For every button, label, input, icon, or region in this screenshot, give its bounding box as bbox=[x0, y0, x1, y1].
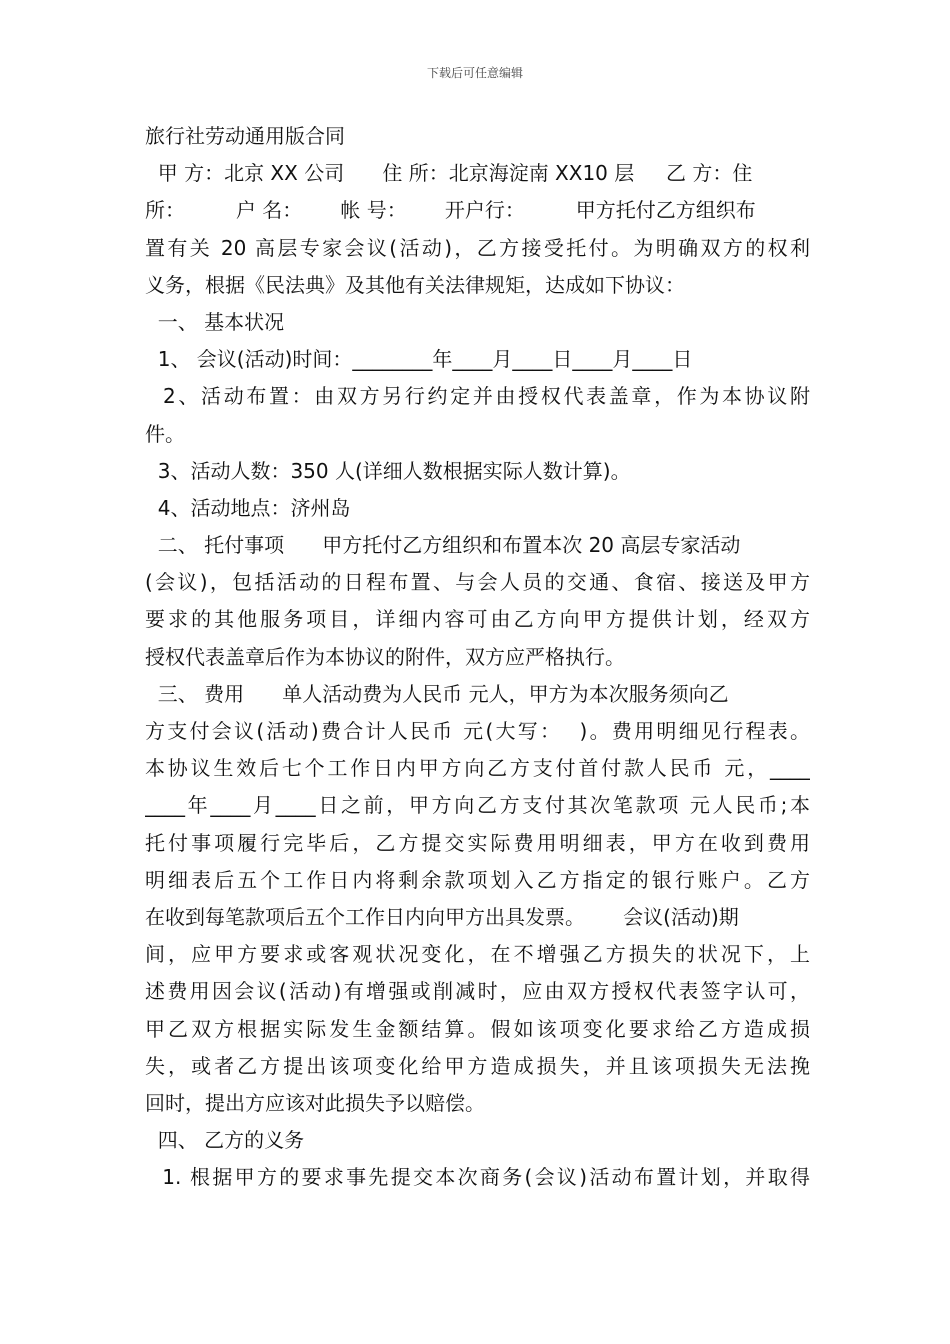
paragraph-line: 三、 费用 单人活动费为人民币 元人，甲方为本次服务须向乙 bbox=[145, 681, 729, 706]
paragraph-line: 件。 bbox=[145, 421, 185, 446]
paragraph-line: 4、活动地点：济州岛 bbox=[145, 495, 351, 520]
paragraph-line: 在收到每笔款项后五个工作日内向甲方出具发票。 会议(活动)期 bbox=[145, 904, 739, 929]
paragraph-line: 述费用因会议(活动)有增强或削减时，应由双方授权代表签字认可， bbox=[145, 979, 810, 1004]
paragraph-line: 1、 会议(活动)时间：________年____月____日____月____日 bbox=[145, 347, 693, 372]
paragraph-line: 置有关 20 高层专家会议(活动)，乙方接受托付。为明确双方的权利 bbox=[145, 235, 810, 260]
paragraph-line: 一、 基本状况 bbox=[145, 309, 285, 334]
paragraph-line: 失，或者乙方提出该项变化给甲方造成损失，并且该项损失无法挽 bbox=[145, 1053, 810, 1078]
document-lines bbox=[145, 155, 810, 1196]
paragraph-line: 要求的其他服务项目，详细内容可由乙方向甲方提供计划，经双方 bbox=[145, 607, 810, 632]
paragraph-line: 本协议生效后七个工作日内甲方向乙方支付首付款人民币 元，____ bbox=[145, 756, 810, 781]
paragraph-line: 四、 乙方的义务 bbox=[145, 1128, 305, 1153]
paragraph-line: 3、活动人数：350 人(详细人数根据实际人数计算)。 bbox=[145, 458, 631, 483]
document-title: 旅行社劳动通用版合同 bbox=[145, 124, 345, 148]
paragraph-line: 托付事项履行完毕后，乙方提交实际费用明细表，甲方在收到费用 bbox=[145, 830, 810, 855]
paragraph-line: 甲乙双方根据实际发生金额结算。假如该项变化要求给乙方造成损 bbox=[145, 1016, 810, 1041]
paragraph-line: ____年____月____日之前，甲方向乙方支付其次笔款项 元人民币;本 bbox=[145, 793, 810, 818]
paragraph-line: 授权代表盖章后作为本协议的附件，双方应严格执行。 bbox=[145, 644, 625, 669]
paragraph-line: 1. 根据甲方的要求事先提交本次商务(会议)活动布置计划，并取得 bbox=[145, 1165, 810, 1190]
paragraph-line: 方支付会议(活动)费合计人民币 元(大写： )。费用明细见行程表。 bbox=[145, 719, 810, 743]
paragraph-line: (会议)，包括活动的日程布置、与会人员的交通、食宿、接送及甲方 bbox=[145, 570, 810, 595]
paragraph-line: 2、活动布置：由双方另行约定并由授权代表盖章，作为本协议附 bbox=[145, 384, 810, 409]
paragraph-line: 义务，根据《民法典》及其他有关法律规矩，达成如下协议： bbox=[145, 272, 685, 297]
paragraph-line: 间，应甲方要求或客观状况变化，在不增强乙方损失的状况下，上 bbox=[145, 942, 810, 967]
paragraph-line: 所： 户 名： 帐 号： 开户行： 甲方托付乙方组织布 bbox=[145, 198, 756, 223]
paragraph-line: 甲 方：北京 XX 公司 住 所：北京海淀南 XX10 层 乙 方：住 bbox=[145, 161, 753, 186]
page-header-note: 下载后可任意编辑 bbox=[426, 66, 523, 80]
paragraph-line: 明细表后五个工作日内将剩余款项划入乙方指定的银行账户。乙方 bbox=[145, 867, 810, 892]
document-body bbox=[145, 118, 810, 1196]
paragraph-line: 二、 托付事项 甲方托付乙方组织和布置本次 20 高层专家活动 bbox=[145, 533, 741, 558]
paragraph-line: 回时，提出方应该对此损失予以赔偿。 bbox=[145, 1090, 485, 1115]
